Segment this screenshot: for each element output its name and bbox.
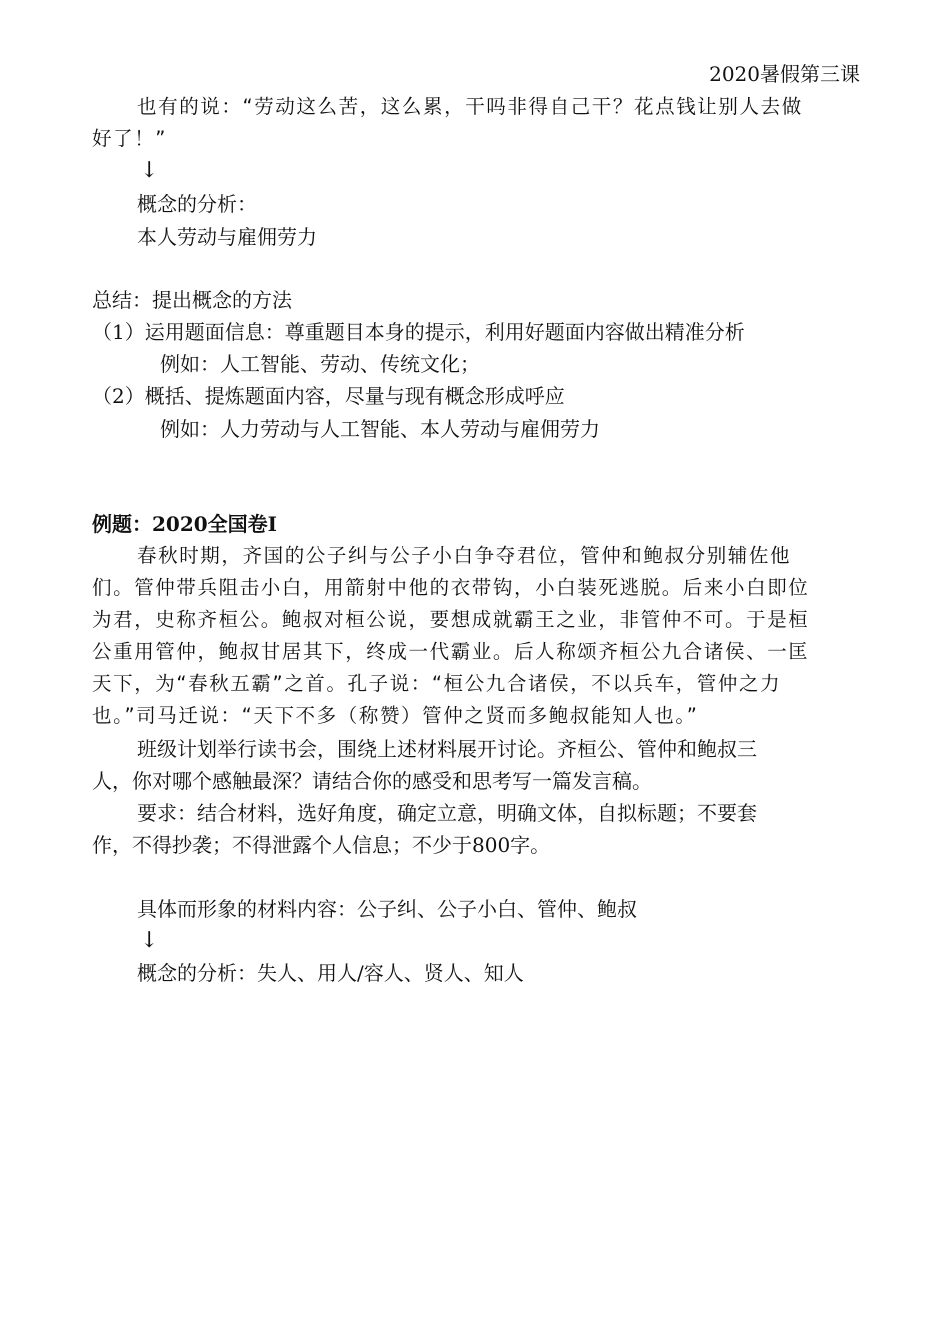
summary-item-1 <box>92 319 745 345</box>
material-line: 为君，史称齐桓公。鲍叔对桓公说，要想成就霸王之业，非管仲不可。于是桓 <box>92 608 810 631</box>
summary-item-text: 概括、提炼题面内容，尽量与现有概念形成呼应 <box>144 384 565 408</box>
down-arrow-icon: ↓ <box>140 158 159 183</box>
down-arrow-icon: ↓ <box>140 928 159 953</box>
analysis-value: 本人劳动与雇佣劳力 <box>137 225 317 249</box>
example-title: 例题：2020全国卷Ⅰ <box>92 512 278 536</box>
material-line: 天下，为“春秋五霸”之首。孔子说：“桓公九合诸侯，不以兵车，管仲之力 <box>92 672 782 695</box>
summary-item-2 <box>92 383 565 409</box>
material-line: 们。管仲带兵阻击小白，用箭射中他的衣带钩，小白装死逃脱。后来小白即位 <box>92 576 810 599</box>
summary-title: 总结：提出概念的方法 <box>92 288 292 312</box>
summary-item-text: 运用题面信息：尊重题目本身的提示，利用好题面内容做出精准分析 <box>144 320 745 344</box>
material-line: 也。”司马迁说：“天下不多（称赞）管仲之贤而多鲍叔能知人也。” <box>92 704 699 727</box>
analysis-label: 概念的分析： <box>137 192 257 216</box>
requirement-line: 要求：结合材料，选好角度，确定立意，明确文体，自拟标题；不要套 <box>137 801 757 825</box>
summary-item-marker: （1） <box>92 320 145 344</box>
material-line: 春秋时期，齐国的公子纠与公子小白争夺君位，管仲和鲍叔分别辅佐他 <box>137 544 792 567</box>
quote-line-2: 好了！” <box>92 127 168 150</box>
concrete-material-line: 具体而形象的材料内容：公子纠、公子小白、管仲、鲍叔 <box>137 897 637 921</box>
requirement-line: 作，不得抄袭；不得泄露个人信息；不少于800字。 <box>92 833 551 857</box>
summary-item-1-example: 例如：人工智能、劳动、传统文化； <box>160 352 480 376</box>
course-header: 2020暑假第三课 <box>709 62 860 86</box>
quote-line-1: 也有的说：“劳动这么苦，这么累，干吗非得自己干？花点钱让别人去做 <box>137 95 803 118</box>
summary-item-marker: （2） <box>92 384 145 408</box>
task-line: 人，你对哪个感触最深？请结合你的感受和思考写一篇发言稿。 <box>92 769 652 793</box>
concept-analysis-line: 概念的分析：失人、用人/容人、贤人、知人 <box>137 961 524 985</box>
task-line: 班级计划举行读书会，围绕上述材料展开讨论。齐桓公、管仲和鲍叔三 <box>137 737 757 761</box>
summary-item-2-example: 例如：人力劳动与人工智能、本人劳动与雇佣劳力 <box>160 417 600 441</box>
material-line: 公重用管仲，鲍叔甘居其下，终成一代霸业。后人称颂齐桓公九合诸侯、一匡 <box>92 640 810 663</box>
